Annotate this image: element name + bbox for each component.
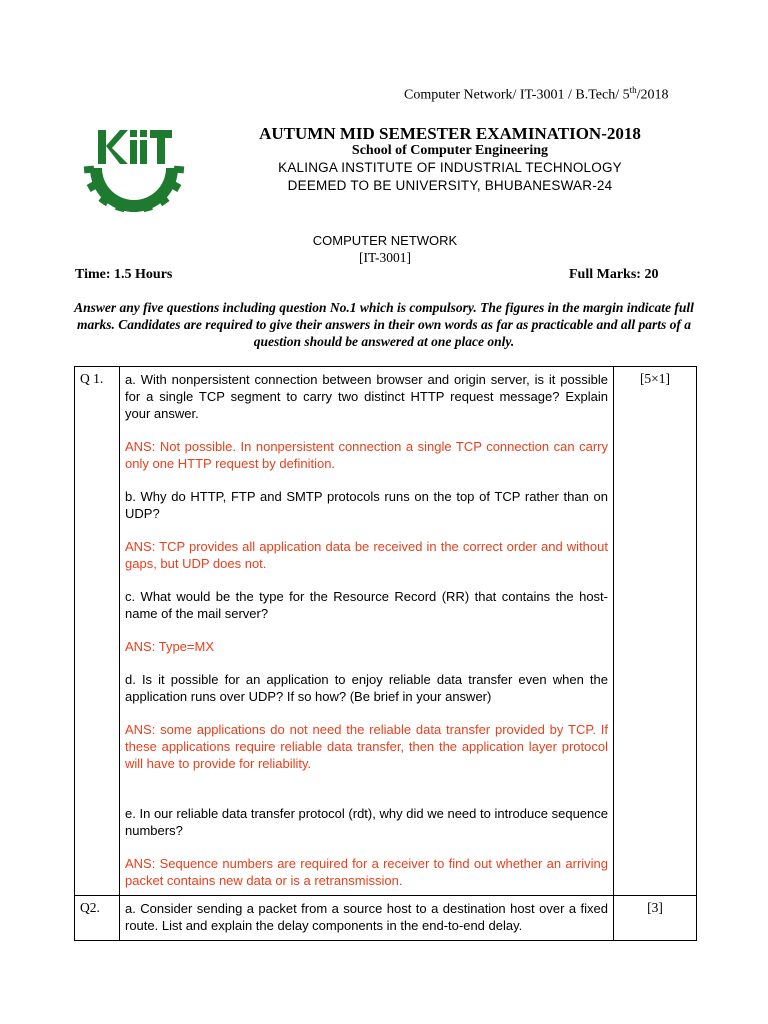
question-row (75, 367, 697, 896)
answer-text: ANS: Type=MX (125, 639, 214, 654)
question-number: Q 1. (75, 367, 120, 896)
questions-table (74, 366, 697, 941)
institute-name: KALINGA INSTITUTE OF INDUSTRIAL TECHNOLOGY (278, 160, 622, 175)
question-body (120, 896, 614, 941)
full-marks: Full Marks: 20 (569, 267, 659, 282)
answer-text: ANS: Not possible. In nonpersistent connection a single TCP connection can carry only one HTTP request by definition. (125, 439, 608, 471)
kiit-logo (80, 122, 188, 212)
course-code-header: Computer Network/ IT-3001 / B.Tech/ 5th/2018 (404, 85, 669, 103)
course-name: COMPUTER NETWORK (312, 233, 458, 248)
question-body (120, 367, 614, 896)
answer-text: ANS: TCP provides all application data be received in the correct order and without gaps, but UDP does not. (125, 539, 608, 571)
question-number: Q2. (75, 896, 120, 941)
question-marks: [3] (614, 896, 697, 941)
question-marks: [5×1] (614, 367, 697, 896)
exam-time: Time: 1.5 Hours (75, 267, 173, 282)
course-code: [IT-3001] (359, 250, 411, 265)
question-text: c. What would be the type for the Resource Record (RR) that contains the host-name of the mail server? (125, 589, 608, 621)
instructions: Answer any five questions including question No.1 which is compulsory. The figures in the margin indicate full marks. Candidates are required to give their answers in their own words as far as practicable and all parts of a question should be answered at one place only. (74, 300, 694, 349)
question-text: a. Consider sending a packet from a source host to a destination host over a fixed route. List and explain the delay components in the end-to-end delay. (125, 901, 608, 933)
school-name: School of Computer Engineering (351, 143, 549, 158)
exam-title: AUTUMN MID SEMESTER EXAMINATION-2018 (259, 124, 641, 143)
question-row (75, 896, 697, 941)
question-text: b. Why do HTTP, FTP and SMTP protocols runs on the top of TCP rather than on UDP? (125, 489, 608, 521)
answer-text: ANS: some applications do not need the reliable data transfer provided by TCP. If these applications require reliable data transfer, then the application layer protocol will have to provide for reliability. (125, 722, 608, 771)
answer-text: ANS: Sequence numbers are required for a receiver to find out whether an arriving packet contains new data or is a retransmission. (125, 856, 608, 888)
question-text: d. Is it possible for an application to enjoy reliable data transfer even when the application runs over UDP? If so how? (Be brief in your answer) (125, 672, 608, 704)
question-text: e. In our reliable data transfer protocol (rdt), why did we need to introduce sequence numbers? (125, 806, 608, 838)
question-text: a. With nonpersistent connection between browser and origin server, is it possible for a single TCP segment to carry two distinct HTTP request message? Explain your answer. (125, 372, 608, 421)
institute-subtitle: DEEMED TO BE UNIVERSITY, BHUBANESWAR-24 (287, 178, 613, 193)
